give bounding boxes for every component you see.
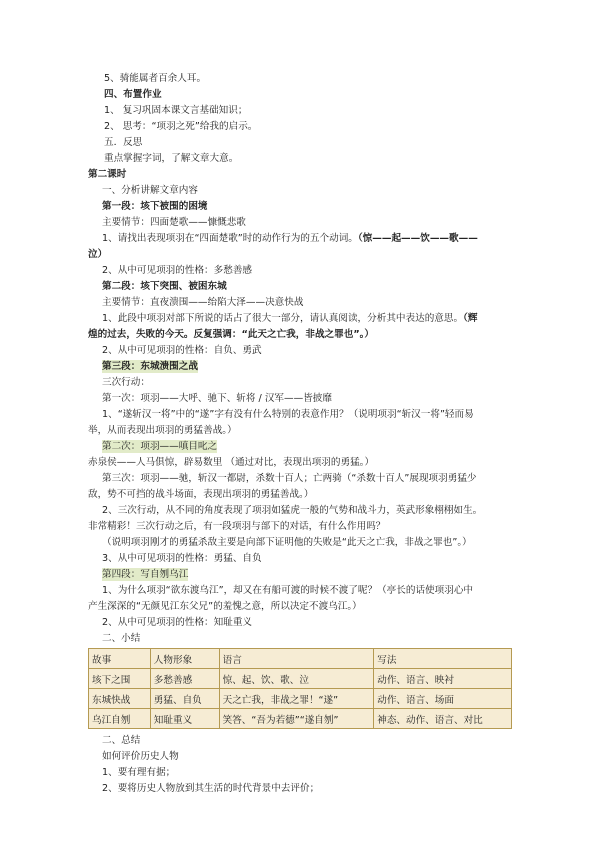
text-line <box>102 312 477 325</box>
table-header-cell: 故事 <box>89 649 151 669</box>
text-line: 2、 思考：“项羽之死”给我的启示。 <box>104 121 258 132</box>
table-cell: 动作、语言、场面 <box>374 689 512 709</box>
text-line <box>102 232 478 245</box>
table-cell: 知耻重义 <box>150 709 219 729</box>
section-heading: 五．反思 <box>104 137 143 148</box>
paragraph-heading: 第四段：写自刎乌江 <box>102 569 189 580</box>
text-line: 敌，势不可挡的战斗场面，表现出项羽的勇猛善战。） <box>88 489 314 500</box>
section-heading: 四、布置作业 <box>104 89 162 100</box>
table-cell: 乌江自刎 <box>89 709 151 729</box>
table-cell: 惊、起、饮、歌、泣 <box>219 669 374 689</box>
table-cell: 勇猛、自负 <box>150 689 219 709</box>
answer-text: 煌的过去，失败的今天。反复强调：“此天之亡我，非战之罪也”。） <box>88 329 375 340</box>
text-line: 第三次：项羽——驰，斩汉一都尉，杀数十百人；亡两骑（“杀数十百人”展现项羽勇猛少 <box>102 473 477 484</box>
table-row <box>89 689 512 709</box>
table-cell: 多愁善感 <box>150 669 219 689</box>
table-cell: 笑答、“吾为若德”“遂自刎” <box>219 709 374 729</box>
text-line: 非常精彩！三次行动之后，有一段项羽与部下的对话，有什么作用吗？ <box>88 521 386 532</box>
text-line: 5、骑能属者百余人耳。 <box>104 73 207 84</box>
table-cell: 垓下之围 <box>89 669 151 689</box>
table-row <box>89 709 512 729</box>
table-row <box>89 669 512 689</box>
section-heading: 二、总结 <box>102 735 141 746</box>
text-line: 3、从中可见项羽的性格：勇猛、自负 <box>102 553 262 564</box>
answer-text: （辉 <box>463 313 478 324</box>
table-cell: 东城快战 <box>89 689 151 709</box>
table-cell: 神态、动作、语言、对比 <box>374 709 512 729</box>
text-line: 三次行动： <box>102 377 150 388</box>
paragraph-heading: 第一段：垓下被围的困境 <box>102 201 208 212</box>
table-cell: 动作、语言、映衬 <box>374 669 512 689</box>
text-line: 如何评价历史人物 <box>102 751 179 762</box>
text-line: 主要情节：直夜溃围——绐陷大泽——决意快战 <box>102 297 304 308</box>
paragraph-heading: 第二段：垓下突围、被困东城 <box>102 281 227 292</box>
section-heading: 二、小结 <box>102 633 141 644</box>
question-text: 1、请找出表现项羽在“四面楚歌”时的动作行为的五个动词。 <box>102 233 358 244</box>
table-header-cell: 语言 <box>219 649 374 669</box>
text-line: 1、 复习巩固本课文言基础知识； <box>104 105 248 116</box>
text-line: 第二次：项羽——嗔目叱之 <box>102 441 218 452</box>
table-header-row <box>89 649 512 669</box>
text-line: 1、“遂斩汉一将”中的“遂”字有没有什么特别的表意作用？（说明项羽“斩汉一将”轻而易 <box>102 409 474 420</box>
text-line: 第一次：项羽——大呼、驰下、斩将 / 汉军——皆披靡 <box>102 393 332 404</box>
text-line: 2、从中可见项羽的性格：多愁善感 <box>102 265 253 276</box>
text-line: 赤泉侯——人马俱惊，辟易数里 （通过对比，表现出项羽的勇猛。） <box>88 457 375 468</box>
text-line: 2、三次行动，从不同的角度表现了项羽如猛虎一般的气势和战斗力，英武形象栩栩如生。 <box>102 505 483 516</box>
summary-table <box>88 648 512 729</box>
text-line: 重点掌握字词，了解文章大意。 <box>104 153 239 164</box>
answer-text: （惊——起——饮——歌—— <box>357 233 478 244</box>
text-line: （说明项羽刚才的勇猛杀敌主要是向部下证明他的失败是“此天之亡我，非战之罪也”。） <box>102 537 472 548</box>
text-line: 举，从而表现出项羽的勇猛善战。） <box>88 425 237 436</box>
text-line: 2、要将历史人物放到其生活的时代背景中去评价； <box>102 783 320 794</box>
answer-text: 泣） <box>88 249 108 260</box>
text-line: 2、从中可见项羽的性格：自负、勇武 <box>102 345 262 356</box>
section-heading: 一、分析讲解文章内容 <box>102 185 198 196</box>
text-line: 产生深深的“无颜见江东父兄”的羞愧之意，所以决定不渡乌江。） <box>88 601 362 612</box>
text-line: 1、为什么项羽“欲东渡乌江”，却又在有船可渡的时候不渡了呢？（亭长的话使项羽心中 <box>102 585 474 596</box>
table-header-cell: 人物形象 <box>150 649 219 669</box>
lesson-heading: 第二课时 <box>88 169 127 180</box>
text-line: 主要情节：四面楚歌——慷慨悲歌 <box>102 217 246 228</box>
table-cell: 天之亡我，非战之罪！“遂” <box>219 689 374 709</box>
paragraph-heading: 第三段：东城溃围之战 <box>102 361 198 372</box>
text-line: 1、要有理有据； <box>102 767 176 778</box>
question-text: 1、此段中项羽对部下所说的话占了很大一部分，请认真阅读，分析其中表达的意思。 <box>102 313 464 324</box>
table-header-cell: 写法 <box>374 649 512 669</box>
text-line: 2、从中可见项羽的性格：知耻重义 <box>102 617 253 628</box>
